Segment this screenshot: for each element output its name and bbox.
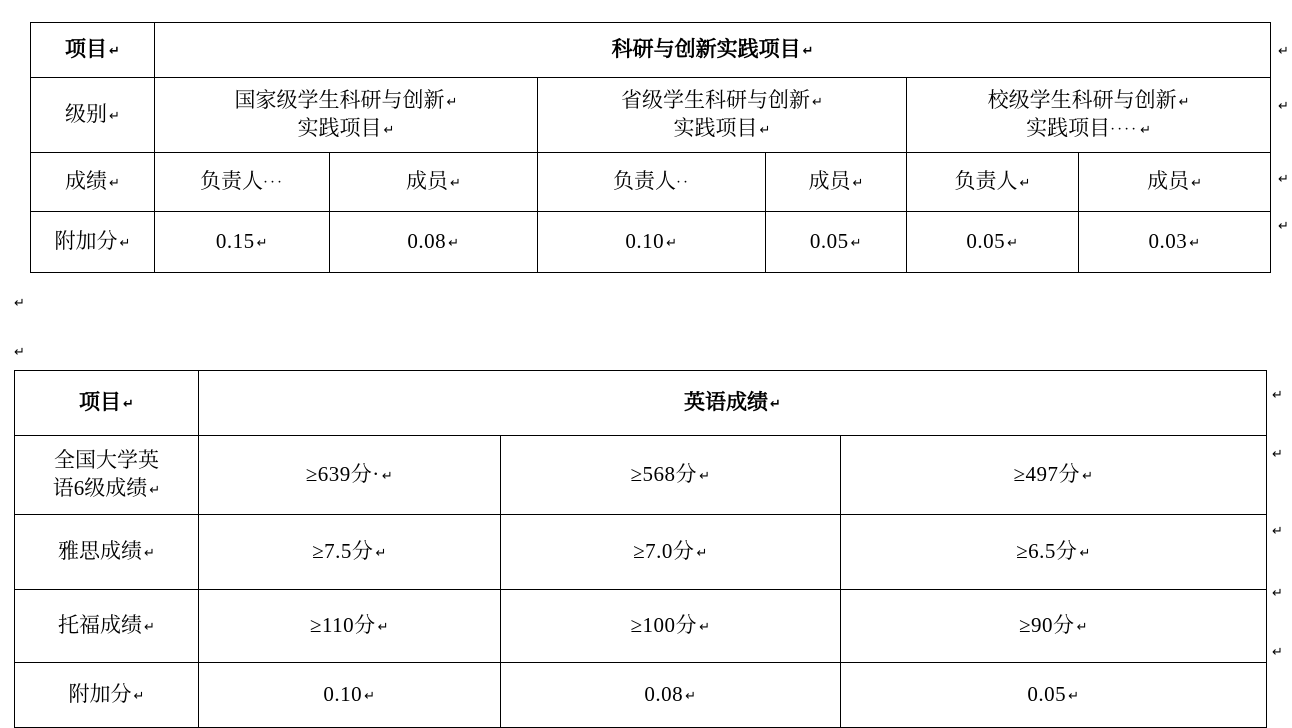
table-row	[15, 436, 1267, 515]
cell-provincial-member: 成员 ↵	[766, 153, 907, 212]
paragraph-mark-icon: ↵	[1272, 524, 1283, 539]
research-innovation-table-container	[30, 22, 1271, 273]
paragraph-mark-icon: ↵	[1019, 175, 1031, 191]
paragraph-mark-icon: ↵	[1278, 44, 1289, 59]
paragraph-mark-icon: ↵	[696, 545, 708, 561]
paragraph-mark-icon: ↵	[149, 482, 161, 498]
paragraph-mark-icon: ↵	[1272, 388, 1283, 403]
paragraph-mark-icon: ↵	[14, 296, 25, 311]
paragraph-mark-icon: ↵	[666, 235, 678, 251]
paragraph-mark-icon: ↵	[1140, 122, 1151, 138]
cell-text: ≥568分	[630, 462, 698, 487]
cell-text: 托福成绩	[58, 613, 143, 638]
cell-text: ≥90分	[1019, 613, 1075, 638]
paragraph-mark-icon: ↵	[1007, 235, 1019, 251]
cell-cet6-level1	[199, 436, 501, 515]
cell-bonus-national-leader	[155, 212, 330, 273]
cell-school-member: 成员 ↵	[1079, 153, 1271, 212]
paragraph-mark-icon: ↵	[446, 94, 458, 110]
cell-text: 科研与创新实践项目	[611, 37, 801, 62]
cell-text: 0.08	[407, 229, 447, 254]
cell-cet6-level3	[841, 436, 1267, 515]
cell-text: 成绩	[65, 169, 108, 194]
cell-bonus-provincial-leader	[538, 212, 766, 273]
cell-level-national: 国家级学生科研与创新 ↵ 实践项目 ↵	[155, 78, 538, 153]
row-header-project	[31, 23, 155, 78]
paragraph-mark-icon: ↵	[1079, 545, 1091, 561]
paragraph-mark-icon: ↵	[1272, 447, 1283, 462]
cell-text: 雅思成绩	[58, 539, 143, 564]
paragraph-mark-icon: ↵	[109, 175, 120, 191]
table-row	[15, 371, 1267, 436]
paragraph-mark-icon: ↵	[699, 468, 711, 484]
row-header-cet6: 全国大学英 语6级成绩 ↵	[15, 436, 199, 515]
cell-text: 0.08	[644, 682, 684, 707]
paragraph-mark-icon: ↵	[802, 43, 814, 59]
table-row	[31, 153, 1271, 212]
dot-leader-icon: ···	[263, 174, 284, 191]
cell-text: 项目	[79, 390, 122, 415]
paragraph-mark-icon: ↵	[144, 545, 155, 561]
paragraph-mark-icon: ↵	[1189, 235, 1201, 251]
cell-provincial-leader: 负责人··	[538, 153, 766, 212]
cell-toefl-level3	[841, 590, 1267, 663]
cell-text: ≥6.5分	[1016, 539, 1078, 564]
table-row	[31, 23, 1271, 78]
english-score-table-container	[14, 370, 1267, 728]
english-score-table	[14, 370, 1267, 728]
cell-bonus-level3	[841, 663, 1267, 728]
paragraph-mark-icon: ↵	[1278, 99, 1289, 114]
row-header-project	[15, 371, 199, 436]
cell-toefl-level2	[501, 590, 841, 663]
cell-text: 附加分	[54, 229, 118, 254]
cell-bonus-level2	[501, 663, 841, 728]
cell-bonus-school-leader	[907, 212, 1079, 273]
paragraph-mark-icon: ↵	[1272, 586, 1283, 601]
cell-level-provincial: 省级学生科研与创新 ↵ 实践项目 ↵	[538, 78, 907, 153]
paragraph-mark-icon: ↵	[1068, 688, 1080, 704]
table-row	[31, 78, 1271, 153]
table-row	[15, 590, 1267, 663]
cell-text: ≥100分	[630, 613, 698, 638]
row-header-ielts	[15, 515, 199, 590]
cell-project-title	[155, 23, 1271, 78]
paragraph-mark-icon: ↵	[759, 122, 771, 138]
cell-ielts-level3	[841, 515, 1267, 590]
paragraph-mark-icon: ↵	[256, 235, 269, 251]
paragraph-mark-icon: ↵	[381, 468, 394, 484]
paragraph-mark-icon: ↵	[685, 688, 697, 704]
paragraph-mark-icon: ↵	[770, 396, 781, 412]
paragraph-mark-icon: ↵	[375, 545, 387, 561]
paragraph-mark-icon: ↵	[1272, 645, 1283, 660]
cell-ielts-level1	[199, 515, 501, 590]
cell-text: 0.05	[809, 229, 849, 254]
cell-bonus-national-member	[330, 212, 538, 273]
cell-text: ≥497分	[1013, 462, 1081, 487]
row-header-score	[31, 153, 155, 212]
research-innovation-table	[30, 22, 1271, 273]
cell-english-title	[199, 371, 1267, 436]
cell-toefl-level1	[199, 590, 501, 663]
cell-text: 0.03	[1148, 229, 1188, 254]
cell-ielts-level2	[501, 515, 841, 590]
paragraph-mark-icon: ↵	[109, 43, 120, 59]
paragraph-mark-icon: ↵	[1278, 172, 1289, 187]
cell-text: 0.05	[1027, 682, 1067, 707]
cell-national-member: 成员 ↵	[330, 153, 538, 212]
row-header-level	[31, 78, 155, 153]
paragraph-mark-icon: ↵	[119, 235, 131, 251]
cell-text: 0.10	[323, 682, 363, 707]
table-row	[15, 515, 1267, 590]
paragraph-mark-icon: ↵	[377, 619, 390, 635]
paragraph-mark-icon: ↵	[383, 122, 395, 138]
paragraph-mark-icon: ↵	[14, 345, 25, 360]
table-row	[31, 212, 1271, 273]
row-header-toefl	[15, 590, 199, 663]
row-header-bonus	[31, 212, 155, 273]
cell-national-leader: 负责人···	[155, 153, 330, 212]
cell-text: ≥7.5分	[312, 539, 374, 564]
cell-bonus-provincial-member	[766, 212, 907, 273]
paragraph-mark-icon: ↵	[1278, 219, 1289, 234]
row-header-bonus	[15, 663, 199, 728]
paragraph-mark-icon: ↵	[133, 688, 145, 704]
cell-text: ≥110分	[309, 613, 376, 638]
paragraph-mark-icon: ↵	[123, 396, 134, 412]
cell-text: 项目	[65, 37, 108, 62]
paragraph-mark-icon: ↵	[1178, 94, 1190, 110]
cell-school-leader: 负责人 ↵	[907, 153, 1079, 212]
cell-bonus-level1	[199, 663, 501, 728]
paragraph-mark-icon: ↵	[364, 688, 376, 704]
paragraph-mark-icon: ↵	[1082, 468, 1094, 484]
paragraph-mark-icon: ↵	[852, 175, 864, 191]
paragraph-mark-icon: ↵	[109, 108, 120, 124]
table-row	[15, 663, 1267, 728]
cell-text: 级别	[65, 102, 108, 127]
paragraph-mark-icon: ↵	[812, 94, 823, 110]
cell-text: 0.10	[625, 229, 665, 254]
cell-text: ≥7.0分	[633, 539, 695, 564]
cell-text: 英语成绩	[684, 390, 769, 415]
dot-leader-icon: ····	[1110, 121, 1139, 138]
cell-text: ≥639分·	[305, 462, 380, 487]
paragraph-mark-icon: ↵	[144, 619, 155, 635]
paragraph-mark-icon: ↵	[850, 235, 863, 251]
cell-cet6-level2	[501, 436, 841, 515]
cell-bonus-school-member	[1079, 212, 1271, 273]
paragraph-mark-icon: ↵	[699, 619, 711, 635]
dot-leader-icon: ··	[676, 174, 690, 191]
paragraph-mark-icon: ↵	[448, 235, 460, 251]
cell-level-school: 校级学生科研与创新 ↵ 实践项目···· ↵	[907, 78, 1271, 153]
paragraph-mark-icon: ↵	[1191, 175, 1202, 191]
paragraph-mark-icon: ↵	[450, 175, 461, 191]
paragraph-mark-icon: ↵	[1076, 619, 1088, 635]
cell-text: 0.15	[215, 229, 255, 254]
cell-text: 0.05	[966, 229, 1006, 254]
cell-text: 附加分	[68, 682, 132, 707]
